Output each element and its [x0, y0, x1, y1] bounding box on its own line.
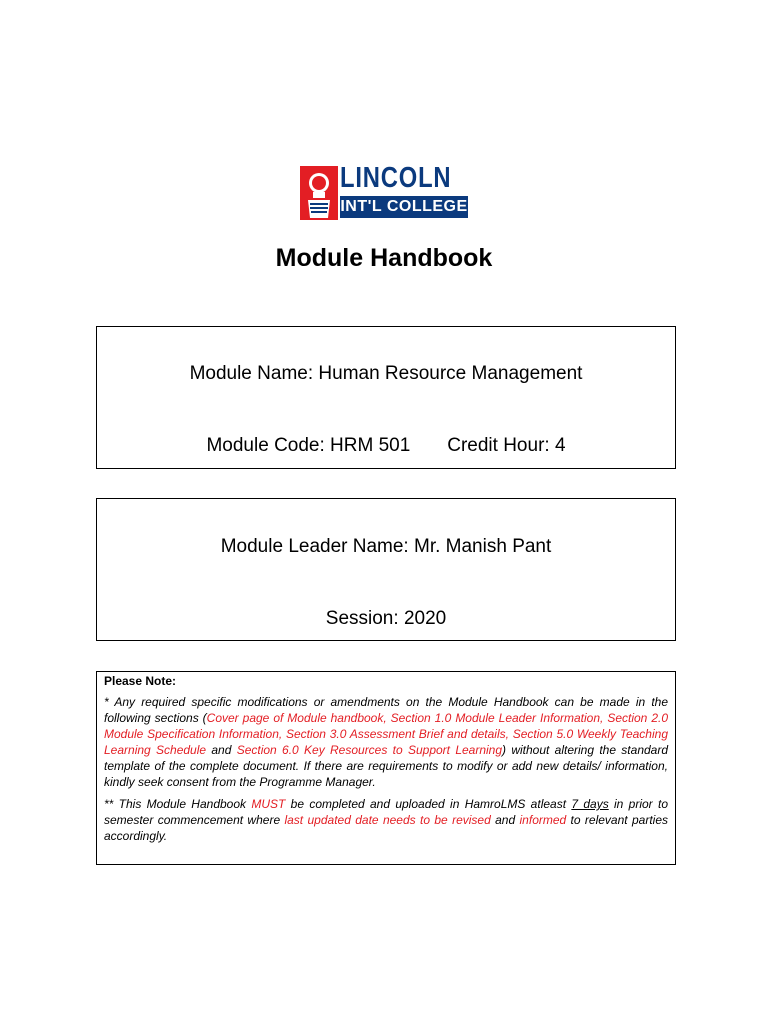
note-text-segment: and	[206, 743, 237, 757]
note-text-segment: ** This Module Handbook	[104, 797, 252, 811]
note-text-segment: 7 days	[571, 797, 609, 811]
module-code-value: HRM 501	[330, 435, 411, 456]
note-paragraph-1	[104, 694, 668, 790]
module-name-value: Human Resource Management	[318, 363, 583, 384]
please-note-box	[96, 671, 676, 865]
session-label: Session:	[325, 608, 399, 629]
page-title: Module Handbook	[275, 244, 493, 272]
note-text-segment: Cover page of Module handbook, Section 1.0 Module Leader Information, Section 2.0 Module Specification Information, Section 3.0 Assessment Brief and details, Section 5.0 Weekly Teaching Learning Schedule	[104, 711, 669, 757]
note-text-segment: last updated date needs to be revised	[284, 813, 491, 827]
leader-info-box	[96, 498, 676, 641]
module-name-label: Module Name:	[189, 363, 314, 384]
session-value: 2020	[403, 608, 447, 629]
note-text-segment: to relevant parties accordingly.	[104, 813, 668, 843]
module-code-label: Module Code:	[206, 435, 325, 456]
logo-emblem-icon	[300, 166, 338, 220]
module-code-line	[97, 435, 675, 457]
note-paragraph-2	[104, 796, 668, 844]
module-info-box	[96, 326, 676, 469]
module-leader-value: Mr. Manish Pant	[414, 536, 552, 557]
module-name-line	[97, 363, 675, 385]
module-leader-line	[97, 536, 675, 558]
note-text-segment: ) without altering the standard template of the complete document. If there are requirements to modify or add new details/ information, kindly seek consent from the Programme Manager.	[104, 743, 669, 789]
note-text-segment: in prior to semester commencement where	[104, 797, 668, 827]
logo-wordmark-college: INT'L COLLEGE	[340, 196, 468, 218]
logo-wordmark-lincoln: LINCOLN	[340, 162, 452, 194]
note-text-segment: be completed and uploaded in HamroLMS atleast	[285, 797, 572, 811]
note-text-segment: and	[490, 813, 520, 827]
note-text-segment: * Any required specific modifications or amendments on the Module Handbook can be made in the following sections (	[104, 695, 668, 725]
college-logo	[300, 164, 470, 220]
note-text-segment: MUST	[251, 797, 286, 811]
module-leader-label: Module Leader Name:	[220, 536, 409, 557]
credit-hour-value: 4	[554, 435, 566, 456]
session-line	[97, 608, 675, 630]
note-text-segment: Section 6.0 Key Resources to Support Learning	[236, 743, 503, 757]
credit-hour-label: Credit Hour:	[447, 435, 550, 456]
note-heading: Please Note:	[104, 674, 177, 688]
note-text-segment: informed	[519, 813, 567, 827]
